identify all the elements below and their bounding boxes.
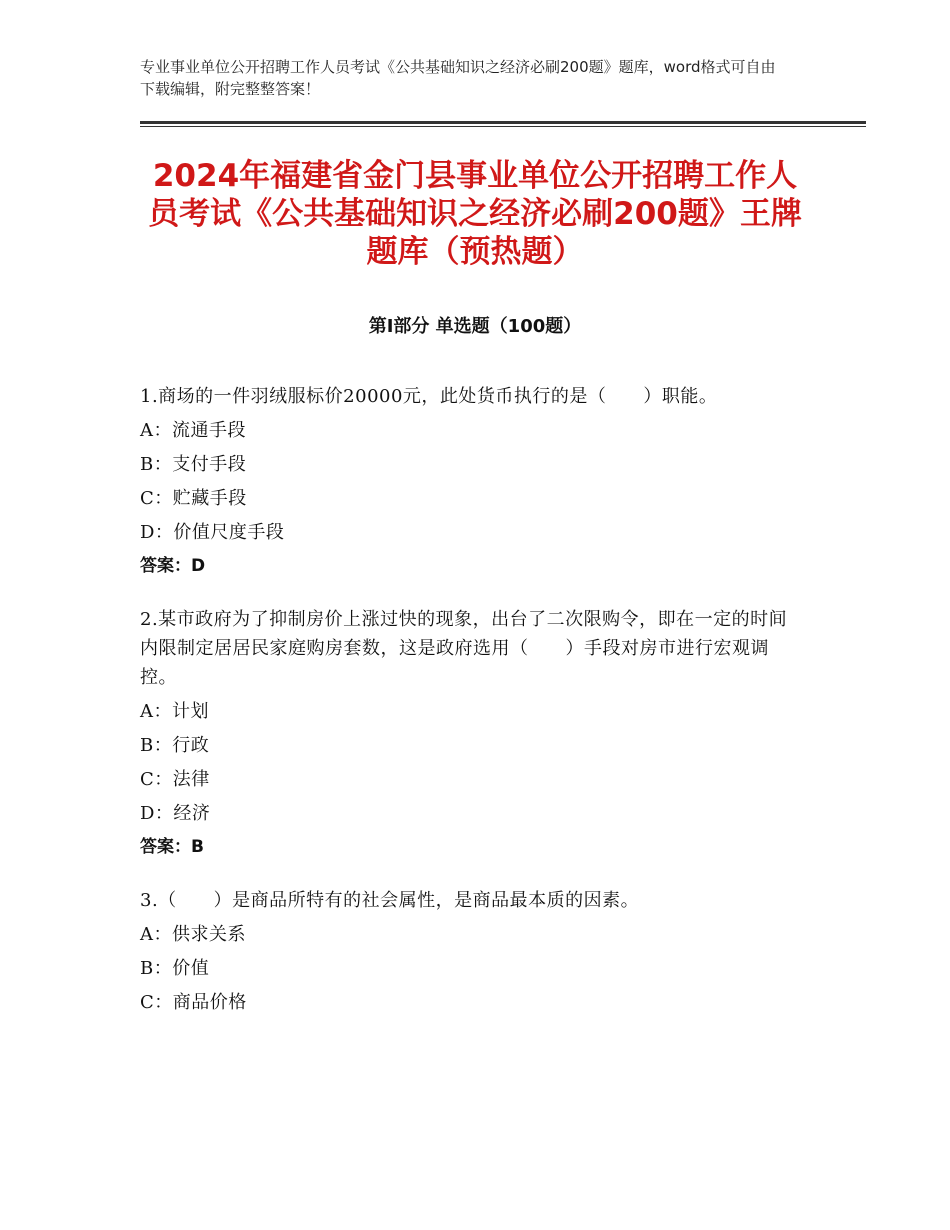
question-stem: 3.（ ）是商品所特有的社会属性，是商品最本质的因素。 (140, 890, 640, 911)
header-rule-thin (140, 126, 866, 127)
header-rule-thick (140, 121, 866, 124)
option-c: C：商品价格 (140, 992, 247, 1013)
option-c: C：法律 (140, 769, 210, 790)
option-d: D：价值尺度手段 (140, 522, 285, 543)
option-a: A：供求关系 (140, 924, 246, 945)
section-heading: 第I部分 单选题（100题） (368, 316, 582, 337)
question-stem: 1.商场的一件羽绒服标价20000元，此处货币执行的是（ ）职能。 (140, 386, 718, 407)
option-a: A：流通手段 (140, 420, 246, 441)
header-note: 专业事业单位公开招聘工作人员考试《公共基础知识之经济必刷200题》题库，word格式可自由下载编辑，附完整整答案！ (140, 58, 776, 98)
question-list (140, 382, 800, 1041)
question-1 (140, 382, 800, 581)
document-title: 2024年福建省金门县事业单位公开招聘工作人员考试《公共基础知识之经济必刷200题》王牌题库（预热题） (148, 158, 802, 270)
question-2 (140, 605, 800, 862)
question-3 (140, 886, 800, 1017)
option-d: D：经济 (140, 803, 211, 824)
answer-label: 答案：D (140, 556, 206, 576)
option-b: B：价值 (140, 958, 210, 979)
option-a: A：计划 (140, 701, 209, 722)
question-stem: 2.某市政府为了抑制房价上涨过快的现象，出台了二次限购令，即在一定的时间内限制定居居民家庭购房套数，这是政府选用（ ）手段对房市进行宏观调控。 (140, 609, 788, 688)
option-b: B：行政 (140, 735, 210, 756)
option-b: B：支付手段 (140, 454, 247, 475)
option-c: C：贮藏手段 (140, 488, 247, 509)
answer-label: 答案：B (140, 837, 204, 857)
